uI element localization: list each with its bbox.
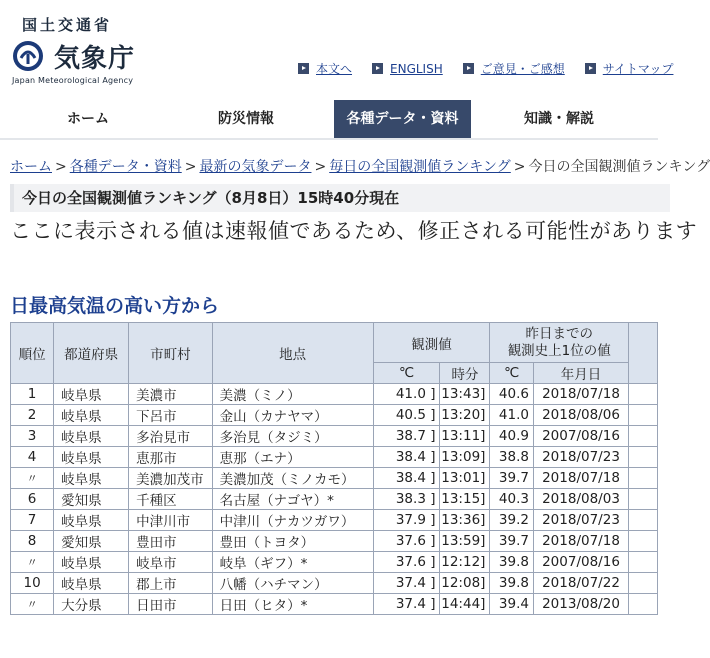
cell-rank: 4 xyxy=(11,447,54,468)
cell-record-value: 40.9 xyxy=(490,426,534,447)
cell-rank: 6 xyxy=(11,489,54,510)
cell-observed-value: 38.4 ] xyxy=(373,468,440,489)
cell-record-date: 2007/08/16 xyxy=(533,552,628,573)
cell-observed-value: 37.6 ] xyxy=(373,552,440,573)
cell-record-value: 39.7 xyxy=(490,531,534,552)
cell-observed-time: 13:15] xyxy=(440,489,490,510)
cell-observed-time: 13:20] xyxy=(440,405,490,426)
cell-city: 岐阜市 xyxy=(129,552,213,573)
site-logo-name[interactable]: 気象庁 xyxy=(54,44,136,74)
header-prefecture: 都道府県 xyxy=(54,323,129,384)
nav-knowledge[interactable]: 知識・解説 xyxy=(524,111,594,127)
cell-station: 八幡（ハチマン） xyxy=(212,573,373,594)
section-title: 日最高気温の高い方から xyxy=(10,295,220,317)
header-rank: 順位 xyxy=(11,323,54,384)
header-city: 市町村 xyxy=(129,323,213,384)
cell-record-value: 41.0 xyxy=(490,405,534,426)
cell-city: 美濃加茂市 xyxy=(129,468,213,489)
cell-prefecture: 岐阜県 xyxy=(54,510,129,531)
cell-city: 豊田市 xyxy=(129,531,213,552)
cell-observed-time: 13:59] xyxy=(440,531,490,552)
cell-city: 下呂市 xyxy=(129,405,213,426)
cell-observed-value: 38.4 ] xyxy=(373,447,440,468)
cell-prefecture: 岐阜県 xyxy=(54,405,129,426)
cell-record-date: 2007/08/16 xyxy=(533,426,628,447)
cell-observed-value: 41.0 ] xyxy=(373,384,440,405)
cell-station: 名古屋（ナゴヤ）* xyxy=(212,489,373,510)
cell-prefecture: 岐阜県 xyxy=(54,468,129,489)
cell-overflow xyxy=(629,468,658,489)
table-row xyxy=(11,447,658,468)
cell-overflow xyxy=(629,531,658,552)
cell-prefecture: 岐阜県 xyxy=(54,384,129,405)
arrow-square-icon xyxy=(463,63,474,74)
cell-rank: 〃 xyxy=(11,468,54,489)
cell-observed-time: 13:11] xyxy=(440,426,490,447)
cell-record-date: 2013/08/20 xyxy=(533,594,628,615)
arrow-square-icon xyxy=(298,63,309,74)
cell-overflow xyxy=(629,384,658,405)
breadcrumb-ranking[interactable]: 毎日の全国観測値ランキング xyxy=(329,159,511,175)
breadcrumb-separator: > xyxy=(314,159,327,175)
cell-record-date: 2018/08/03 xyxy=(533,489,628,510)
cell-observed-time: 12:12] xyxy=(440,552,490,573)
cell-observed-value: 37.4 ] xyxy=(373,573,440,594)
cell-record-date: 2018/07/18 xyxy=(533,468,628,489)
page-title: 今日の全国観測値ランキング（8月8日）15時40分現在 xyxy=(10,184,670,212)
cell-record-date: 2018/07/18 xyxy=(533,384,628,405)
cell-rank: 1 xyxy=(11,384,54,405)
cell-station: 豊田（トヨタ） xyxy=(212,531,373,552)
cell-station: 多治見（タジミ） xyxy=(212,426,373,447)
breadcrumb-latest[interactable]: 最新の気象データ xyxy=(199,159,312,175)
table-row xyxy=(11,552,658,573)
ministry-label: 国土交通省 xyxy=(22,16,113,34)
cell-rank: 〃 xyxy=(11,552,54,573)
header-record-unit-celsius: ℃ xyxy=(490,363,534,384)
cell-rank: 3 xyxy=(11,426,54,447)
cell-observed-value: 37.4 ] xyxy=(373,594,440,615)
cell-rank: 〃 xyxy=(11,594,54,615)
arrow-square-icon xyxy=(372,63,383,74)
cell-overflow xyxy=(629,405,658,426)
cell-rank: 2 xyxy=(11,405,54,426)
cell-overflow xyxy=(629,510,658,531)
cell-station: 美濃（ミノ） xyxy=(212,384,373,405)
cell-prefecture: 岐阜県 xyxy=(54,552,129,573)
link-english[interactable]: ENGLISH xyxy=(372,60,443,77)
global-nav xyxy=(0,100,658,140)
table-row xyxy=(11,426,658,447)
ranking-table xyxy=(10,322,658,615)
cell-overflow xyxy=(629,552,658,573)
table-row xyxy=(11,405,658,426)
cell-prefecture: 岐阜県 xyxy=(54,573,129,594)
cell-record-date: 2018/07/22 xyxy=(533,573,628,594)
link-sitemap[interactable]: サイトマップ xyxy=(585,60,674,77)
breadcrumb-separator: > xyxy=(55,159,67,175)
site-header xyxy=(0,0,674,100)
cell-observed-time: 12:08] xyxy=(440,573,490,594)
header-date: 年月日 xyxy=(533,363,628,384)
cell-observed-value: 37.9 ] xyxy=(373,510,440,531)
cell-prefecture: 愛知県 xyxy=(54,489,129,510)
cell-city: 千種区 xyxy=(129,489,213,510)
cell-observed-value: 38.3 ] xyxy=(373,489,440,510)
breadcrumb-data[interactable]: 各種データ・資料 xyxy=(69,159,182,175)
cell-observed-time: 13:43] xyxy=(440,384,490,405)
cell-station: 恵那（エナ） xyxy=(212,447,373,468)
cell-record-value: 40.6 xyxy=(490,384,534,405)
cell-observed-value: 38.7 ] xyxy=(373,426,440,447)
cell-observed-time: 13:09] xyxy=(440,447,490,468)
cell-city: 美濃市 xyxy=(129,384,213,405)
cell-rank: 8 xyxy=(11,531,54,552)
nav-data[interactable]: 各種データ・資料 xyxy=(334,100,471,138)
header-observed: 観測値 xyxy=(373,323,490,363)
ranking-table-body xyxy=(11,384,658,615)
table-row xyxy=(11,531,658,552)
cell-record-value: 38.8 xyxy=(490,447,534,468)
cell-prefecture: 岐阜県 xyxy=(54,447,129,468)
cell-rank: 7 xyxy=(11,510,54,531)
cell-city: 多治見市 xyxy=(129,426,213,447)
breadcrumb xyxy=(10,156,710,176)
breadcrumb-separator: > xyxy=(184,159,197,175)
cell-overflow xyxy=(629,489,658,510)
table-row xyxy=(11,384,658,405)
cell-city: 中津川市 xyxy=(129,510,213,531)
cell-prefecture: 大分県 xyxy=(54,594,129,615)
cell-record-value: 39.2 xyxy=(490,510,534,531)
jma-logo-icon[interactable] xyxy=(12,40,44,72)
arrow-square-icon xyxy=(585,63,596,74)
nav-home[interactable]: ホーム xyxy=(67,111,109,127)
table-row xyxy=(11,573,658,594)
breadcrumb-separator: > xyxy=(513,159,526,175)
cell-record-date: 2018/08/06 xyxy=(533,405,628,426)
cell-rank: 10 xyxy=(11,573,54,594)
cell-record-value: 39.4 xyxy=(490,594,534,615)
link-skip-to-content[interactable]: 本文へ xyxy=(298,60,352,77)
utility-links xyxy=(298,60,693,77)
cell-record-date: 2018/07/23 xyxy=(533,510,628,531)
cell-station: 岐阜（ギフ）* xyxy=(212,552,373,573)
cell-observed-time: 13:36] xyxy=(440,510,490,531)
cell-record-date: 2018/07/18 xyxy=(533,531,628,552)
cell-overflow xyxy=(629,573,658,594)
cell-overflow xyxy=(629,426,658,447)
cell-overflow xyxy=(629,594,658,615)
table-row xyxy=(11,594,658,615)
table-row xyxy=(11,489,658,510)
nav-disaster-info[interactable]: 防災情報 xyxy=(218,111,274,127)
notice-text: ここに表示される値は速報値であるため、修正される可能性があります xyxy=(10,219,698,243)
cell-prefecture: 岐阜県 xyxy=(54,426,129,447)
cell-station: 中津川（ナカツガワ） xyxy=(212,510,373,531)
cell-record-value: 39.8 xyxy=(490,552,534,573)
cell-city: 恵那市 xyxy=(129,447,213,468)
cell-record-value: 40.3 xyxy=(490,489,534,510)
cell-station: 日田（ヒタ）* xyxy=(212,594,373,615)
link-feedback[interactable]: ご意見・ご感想 xyxy=(463,60,565,77)
cell-city: 日田市 xyxy=(129,594,213,615)
header-time: 時分 xyxy=(440,363,490,384)
header-station: 地点 xyxy=(212,323,373,384)
cell-observed-time: 13:01] xyxy=(440,468,490,489)
cell-station: 金山（カナヤマ） xyxy=(212,405,373,426)
cell-observed-value: 37.6 ] xyxy=(373,531,440,552)
breadcrumb-current: 今日の全国観測値ランキング xyxy=(528,159,710,175)
cell-station: 美濃加茂（ミノカモ） xyxy=(212,468,373,489)
header-unit-celsius: ℃ xyxy=(373,363,440,384)
breadcrumb-home[interactable]: ホーム xyxy=(10,159,52,175)
cell-prefecture: 愛知県 xyxy=(54,531,129,552)
table-row xyxy=(11,468,658,489)
table-header-row xyxy=(11,323,658,363)
cell-record-value: 39.7 xyxy=(490,468,534,489)
header-record: 昨日までの 観測史上1位の値 xyxy=(490,323,629,363)
cell-overflow xyxy=(629,447,658,468)
table-row xyxy=(11,510,658,531)
cell-observed-value: 40.5 ] xyxy=(373,405,440,426)
site-logo-english: Japan Meteorological Agency xyxy=(12,76,134,85)
cell-record-date: 2018/07/23 xyxy=(533,447,628,468)
header-overflow xyxy=(629,323,658,384)
cell-city: 郡上市 xyxy=(129,573,213,594)
cell-record-value: 39.8 xyxy=(490,573,534,594)
cell-observed-time: 14:44] xyxy=(440,594,490,615)
